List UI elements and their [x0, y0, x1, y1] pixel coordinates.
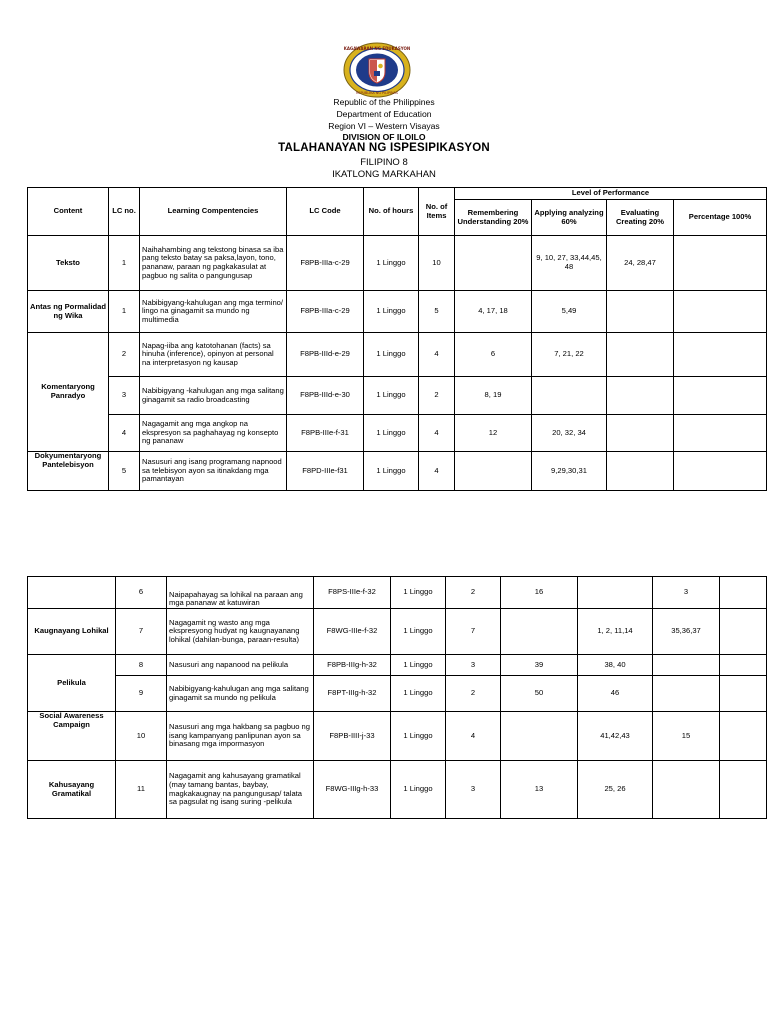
hours-cell: 1 Linggo: [364, 291, 419, 333]
percentage-cell: [720, 655, 767, 676]
lc-code-cell: F8PB-IIII-j-33: [314, 712, 391, 761]
header-region: Region VI – Western Visayas: [328, 121, 440, 131]
hours-cell: 1 Linggo: [364, 333, 419, 377]
remembering-cell: [501, 609, 578, 655]
col-competencies-header: Learning Compentencies: [140, 188, 287, 236]
table-row: [28, 452, 767, 491]
evaluating-cell: 35,36,37: [653, 609, 720, 655]
content-cell: Dokyumentaryong Pantelebisyon: [28, 452, 109, 491]
hours-cell: 1 Linggo: [391, 655, 446, 676]
hours-cell: 1 Linggo: [364, 377, 419, 415]
items-cell: 2: [446, 577, 501, 609]
lc-no-cell: 1: [109, 291, 140, 333]
competency-cell: Nabibigyang -kahulugan ang mga salitang ginagamit sa radio broadcasting: [140, 377, 287, 415]
percentage-cell: [674, 452, 767, 491]
applying-cell: 25, 26: [578, 761, 653, 819]
col-remembering-header: Remembering Understanding 20%: [455, 200, 532, 236]
page-title: TALAHANAYAN NG ISPESIPIKASYON: [278, 142, 490, 154]
percentage-cell: [674, 236, 767, 291]
remembering-cell: [501, 712, 578, 761]
content-cell: Antas ng Pormalidad ng Wika: [28, 291, 109, 333]
header-quarter: IKATLONG MARKAHAN: [332, 169, 436, 180]
hours-cell: 1 Linggo: [364, 415, 419, 452]
lc-no-cell: 8: [116, 655, 167, 676]
evaluating-cell: [607, 415, 674, 452]
evaluating-cell: [607, 377, 674, 415]
hours-cell: 1 Linggo: [391, 676, 446, 712]
header-department: Department of Education: [336, 109, 432, 119]
specification-table-1: [27, 187, 767, 491]
lc-code-cell: F8WG-IIIe-f-32: [314, 609, 391, 655]
percentage-cell: [674, 415, 767, 452]
header-division: DIVISION OF ILOILO: [342, 132, 426, 142]
competency-cell: Nabibigyang-kahulugan ang mga salitang ginagamit sa mundo ng pelikula: [167, 676, 314, 712]
hours-cell: 1 Linggo: [391, 609, 446, 655]
lc-no-cell: 10: [116, 712, 167, 761]
evaluating-cell: [607, 452, 674, 491]
hours-cell: 1 Linggo: [364, 236, 419, 291]
applying-cell: 5,49: [532, 291, 607, 333]
remembering-cell: 39: [501, 655, 578, 676]
percentage-cell: [720, 676, 767, 712]
evaluating-cell: [607, 333, 674, 377]
svg-text:KAGAWARAN NG EDUKASYON: KAGAWARAN NG EDUKASYON: [343, 46, 411, 51]
table-row: [28, 333, 767, 377]
items-cell: 2: [446, 676, 501, 712]
content-cell: Pelikula: [28, 655, 116, 712]
remembering-cell: [455, 452, 532, 491]
lc-code-cell: F8PT-IIIg-h-32: [314, 676, 391, 712]
content-cell: Kaugnayang Lohikal: [28, 609, 116, 655]
lc-no-cell: 9: [116, 676, 167, 712]
lc-no-cell: 2: [109, 333, 140, 377]
items-cell: 7: [446, 609, 501, 655]
evaluating-cell: 24, 28,47: [607, 236, 674, 291]
remembering-cell: 6: [455, 333, 532, 377]
competency-cell: Nagagamit ng wasto ang mga ekspresyong hudyat ng kaugnayanang lohikal (dahilan-bunga, paraan-resulta): [167, 609, 314, 655]
items-cell: 4: [446, 712, 501, 761]
table-row: [28, 236, 767, 291]
svg-text:REPUBLIKA NG PILIPINAS: REPUBLIKA NG PILIPINAS: [355, 91, 399, 95]
col-applying-header: Applying analyzing 60%: [532, 200, 607, 236]
competency-cell: Nasusuri ang mga hakbang sa pagbuo ng isang kampanyang panlipunan ayon sa binasang mga impormasyon: [167, 712, 314, 761]
items-cell: 3: [446, 655, 501, 676]
table-row: [28, 415, 767, 452]
lc-no-cell: 4: [109, 415, 140, 452]
col-hours-header: No. of hours: [364, 188, 419, 236]
evaluating-cell: 3: [653, 577, 720, 609]
items-cell: 10: [419, 236, 455, 291]
applying-cell: [532, 377, 607, 415]
col-content-header: Content: [28, 188, 109, 236]
evaluating-cell: [607, 291, 674, 333]
competency-cell: Naipapahayag sa lohikal na paraan ang mga pananaw at katuwiran: [167, 577, 314, 609]
lc-no-cell: 11: [116, 761, 167, 819]
lc-no-cell: 6: [116, 577, 167, 609]
table-row: [28, 712, 767, 761]
lc-no-cell: 3: [109, 377, 140, 415]
applying-cell: 9,29,30,31: [532, 452, 607, 491]
remembering-cell: 50: [501, 676, 578, 712]
hours-cell: 1 Linggo: [364, 452, 419, 491]
col-items-header: No. of Items: [419, 188, 455, 236]
applying-cell: [578, 577, 653, 609]
content-cell: Social Awareness Campaign: [28, 712, 116, 761]
applying-cell: 46: [578, 676, 653, 712]
lc-code-cell: F8PS-IIIe-f-32: [314, 577, 391, 609]
content-cell: Teksto: [28, 236, 109, 291]
competency-cell: Nabibigyang-kahulugan ang mga termino/ lingo na ginagamit sa mundo ng multimedia: [140, 291, 287, 333]
percentage-cell: [720, 761, 767, 819]
items-cell: 5: [419, 291, 455, 333]
lc-code-cell: F8PB-IIIa-c-29: [287, 236, 364, 291]
remembering-cell: 13: [501, 761, 578, 819]
col-evaluating-header: Evaluating Creating 20%: [607, 200, 674, 236]
specification-table-2: [27, 576, 767, 819]
competency-cell: Nasusuri ang isang programang napnood sa telebisyon ayon sa itinakdang mga pamantayan: [140, 452, 287, 491]
table-row: [28, 377, 767, 415]
remembering-cell: 4, 17, 18: [455, 291, 532, 333]
col-percentage-header: Percentage 100%: [674, 200, 767, 236]
remembering-cell: [455, 236, 532, 291]
table-row: [28, 655, 767, 676]
items-cell: 4: [419, 333, 455, 377]
applying-cell: 38, 40: [578, 655, 653, 676]
competency-cell: Nagagamit ang mga angkop na ekspresyon sa paghahayag ng konsepto ng pananaw: [140, 415, 287, 452]
applying-cell: 41,42,43: [578, 712, 653, 761]
lc-code-cell: F8PB-IIIe-f-31: [287, 415, 364, 452]
applying-cell: 9, 10, 27, 33,44,45, 48: [532, 236, 607, 291]
content-cell: [28, 577, 116, 609]
remembering-cell: 8, 19: [455, 377, 532, 415]
applying-cell: 20, 32, 34: [532, 415, 607, 452]
remembering-cell: 16: [501, 577, 578, 609]
applying-cell: 1, 2, 11,14: [578, 609, 653, 655]
percentage-cell: [720, 609, 767, 655]
remembering-cell: 12: [455, 415, 532, 452]
table-row: [28, 291, 767, 333]
competency-cell: Naihahambing ang tekstong binasa sa iba pang teksto batay sa paksa,layon, tono, pananaw, paraan ng pagkakasulat at pagbuo ng salita o pangungusap: [140, 236, 287, 291]
evaluating-cell: [653, 676, 720, 712]
deped-seal-logo: [343, 42, 411, 98]
content-cell: Komentaryong Panradyo: [28, 333, 109, 452]
lc-code-cell: F8PB-IIId-e-30: [287, 377, 364, 415]
hours-cell: 1 Linggo: [391, 761, 446, 819]
percentage-cell: [720, 577, 767, 609]
content-cell: Kahusayang Gramatikal: [28, 761, 116, 819]
items-cell: 2: [419, 377, 455, 415]
items-cell: 3: [446, 761, 501, 819]
hours-cell: 1 Linggo: [391, 577, 446, 609]
lc-code-cell: F8PB-IIId-e-29: [287, 333, 364, 377]
evaluating-cell: [653, 761, 720, 819]
competency-cell: Nasusuri ang napanood na pelikula: [167, 655, 314, 676]
table-row: [28, 609, 767, 655]
lc-code-cell: F8PB-IIIa-c-29: [287, 291, 364, 333]
competency-cell: Napag-iiba ang katotohanan (facts) sa hinuha (inference), opinyon at personal na interpretasyon ng kausap: [140, 333, 287, 377]
percentage-cell: [674, 291, 767, 333]
lc-no-cell: 7: [116, 609, 167, 655]
col-lc-no-header: LC no.: [109, 188, 140, 236]
percentage-cell: [674, 377, 767, 415]
evaluating-cell: [653, 655, 720, 676]
lc-no-cell: 5: [109, 452, 140, 491]
items-cell: 4: [419, 452, 455, 491]
header-republic: Republic of the Philippines: [333, 97, 435, 107]
lc-code-cell: F8PB-IIIg-h-32: [314, 655, 391, 676]
table-row: [28, 761, 767, 819]
competency-cell: Nagagamit ang kahusayang gramatikal (may tamang bantas, baybay, magkakaugnay na pangungusap/ talata sa pagsulat ng isang suring -pelikula: [167, 761, 314, 819]
table-row: [28, 676, 767, 712]
lc-code-cell: F8WG-IIIg-h-33: [314, 761, 391, 819]
level-of-performance-header: Level of Performance: [455, 188, 767, 200]
applying-cell: 7, 21, 22: [532, 333, 607, 377]
table-row: [28, 577, 767, 609]
hours-cell: 1 Linggo: [391, 712, 446, 761]
lc-no-cell: 1: [109, 236, 140, 291]
lc-code-cell: F8PD-IIIe-f31: [287, 452, 364, 491]
percentage-cell: [674, 333, 767, 377]
percentage-cell: [720, 712, 767, 761]
items-cell: 4: [419, 415, 455, 452]
evaluating-cell: 15: [653, 712, 720, 761]
header-subject: FILIPINO 8: [360, 157, 408, 168]
col-lc-code-header: LC Code: [287, 188, 364, 236]
